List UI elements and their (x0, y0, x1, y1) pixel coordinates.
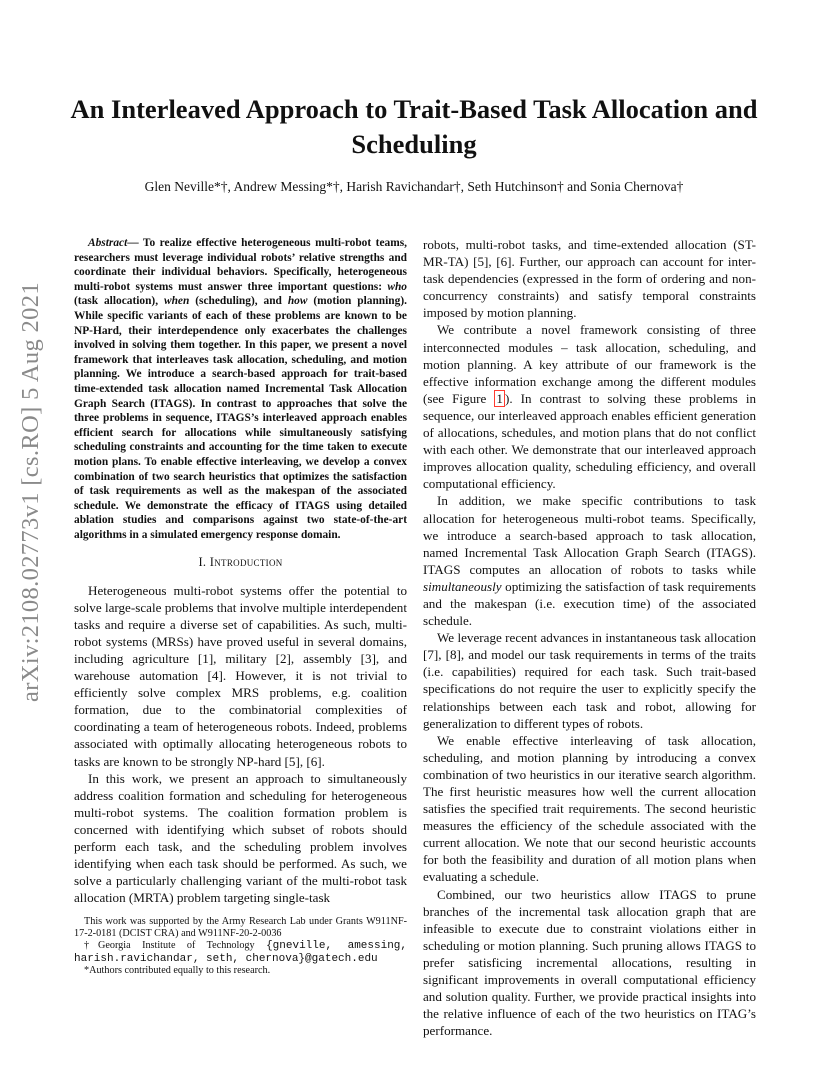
abstract-label: Abstract (88, 237, 128, 249)
equal-contribution-footnote: *Authors contributed equally to this research. (84, 964, 271, 976)
affiliation-text: †Georgia Institute of Technology (84, 940, 267, 952)
abstract (74, 236, 407, 542)
footnotes (74, 916, 407, 977)
body-text: In addition, we make specific contributions to task allocation for heterogeneous multi-robot teams. Specifically, we introduce a search-based approach to task allocation, named Incremental Task Allocation Graph Search (ITAGS). ITAGS computes an allocation of robots to tasks while (423, 493, 756, 577)
abstract-emphasis: when (164, 295, 190, 308)
body-paragraph: We enable effective interleaving of task allocation, scheduling, and motion planning by introducing a convex combination of two heuristics in our iterative search algorithm. The first heuristic measures how well the current allocation satisfies the specified trait requirements. The second heuristic measures the efficiency of the schedule associated with the current allocation. We note that our second heuristic accounts for both the feasibility and duration of all motion plans when evaluating a schedule. (423, 732, 756, 885)
abstract-emphasis: how (287, 295, 308, 308)
body-emphasis: simultaneously (423, 578, 502, 594)
figure-reference-link[interactable]: 1 (496, 390, 503, 406)
body-paragraph: robots, multi-robot tasks, and time-extended allocation (ST-MR-TA) [5], [6]. Further, our approach can account for inter-task dependencies (expressed in the form of ordering and non-concurrency constraints) and satisfy temporal constraints imposed by motion planning. (423, 237, 756, 321)
body-text: We contribute a novel framework consisting of three interconnected modules – task allocation, scheduling, and motion planning. A key attribute of our framework is the effective information exchange among the different modules (see Figure (423, 322, 756, 406)
affiliation-footnote (74, 940, 407, 964)
author-emails: {gneville, amessing, harish.ravichandar, seth, chernova}@gatech.edu (74, 940, 408, 965)
abstract-emphasis: who (387, 280, 407, 293)
body-text: ). In contrast to solving these problems in sequence, our interleaved approach enables efficient generation of allocations, schedules, and motion plans that do not conflict with each other. We demonstrate that our interleaved approach improves allocation quality, scheduling efficiency, and overall computational efficiency. (423, 390, 756, 492)
arxiv-identifier: arXiv:2108.02773v1 [cs.RO] 5 Aug 2021 (17, 282, 44, 702)
abstract-text: (scheduling), and (189, 295, 288, 308)
right-column (423, 236, 756, 1039)
abstract-text: — To realize effective heterogeneous multi-robot teams, researchers must leverage individual robots’ relative strengths and coordinate their individual behaviors. Specifically, heterogeneous multi-robot systems must answer three important questions: (74, 237, 407, 293)
body-text: optimizing the satisfaction of task requirements and the makespan (i.e. execution time) of the associated schedule. (423, 578, 756, 629)
section-number: I. (198, 555, 210, 570)
body-paragraph (423, 492, 756, 629)
section-heading (74, 554, 407, 571)
author-list: Glen Neville*†, Andrew Messing*†, Harish Ravichandar†, Seth Hutchinson† and Sonia Chernova† (144, 179, 684, 194)
funding-footnote: This work was supported by the Army Research Lab under Grants W911NF-17-2-0181 (DCIST CRA) and W911NF-20-2-0036 (74, 916, 407, 940)
paper-title: An Interleaved Approach to Trait-Based Task Allocation and Scheduling (70, 94, 758, 159)
body-paragraph: Combined, our two heuristics allow ITAGS to prune branches of the incremental task allocation graph that are infeasible to execute due to constraint violations either in scheduling or motion planning. Such pruning allows ITAGS to prefer satisficing incremental allocations, resulting in significant improvements in overall computational efficiency and solution quality. Further, we provide practical insights into the relative influence of each of the two heuristics on ITAG’s performance. (423, 886, 756, 1039)
left-column (74, 236, 407, 906)
abstract-text: (task allocation), (74, 295, 164, 308)
section-name: Introduction (209, 555, 283, 570)
intro-paragraph: In this work, we present an approach to simultaneously address coalition formation and scheduling for heterogeneous multi-robot systems. The coalition formation problem is concerned with identifying which subset of robots should perform each task, and the scheduling problem involves identifying when each task should be performed. As such, we solve a particularly challenging variant of the multi-robot task allocation (MRTA) problem targeting single-task (74, 770, 407, 906)
intro-paragraph: Heterogeneous multi-robot systems offer the potential to solve large-scale problems that involve multiple interdependent tasks and require a diverse set of capabilities. As such, multi-robot systems (MRSs) have proved useful in several domains, including agriculture [1], military [2], assembly [3], and warehouse automation [4]. However, it is not trivial to efficiently solve complex MRS problems, e.g. coalition formation, due to the combinatorial complexities of coordinating a team of heterogeneous robots. Indeed, problems associated with optimally allocating heterogeneous robots to tasks are known to be strongly NP-hard [5], [6]. (74, 582, 407, 769)
body-paragraph: We leverage recent advances in instantaneous task allocation [7], [8], and model our task requirements in terms of the traits (i.e. capabilities) required for each task. Such trait-based specifications do not require the user to explicitly specify the relationships between each task and robot, allowing for generalization to different types of robots. (423, 630, 756, 731)
body-paragraph (423, 321, 756, 492)
abstract-text: (motion planning). While specific variants of each of these problems are known to be NP-Hard, their interdependence only exacerbates the challenges involved in solving them together. In this paper, we present a novel framework that interleaves task allocation, scheduling, and motion planning. We introduce a search-based approach for trait-based time-extended task allocation named Incremental Task Allocation Graph Search (ITAGS). In contrast to approaches that solve the three problems in sequence, ITAGS’s interleaved approach enables efficient search for allocations while simultaneously satisfying scheduling constraints and accounting for the time taken to execute motion plans. To enable effective interleaving, we develop a convex combination of two search heuristics that optimizes the satisfaction of task requirements as well as the makespan of the associated schedule. We demonstrate the efficacy of ITAGS using detailed ablation studies and comparisons against two state-of-the-art algorithms in a simulated emergency response domain. (74, 295, 407, 541)
